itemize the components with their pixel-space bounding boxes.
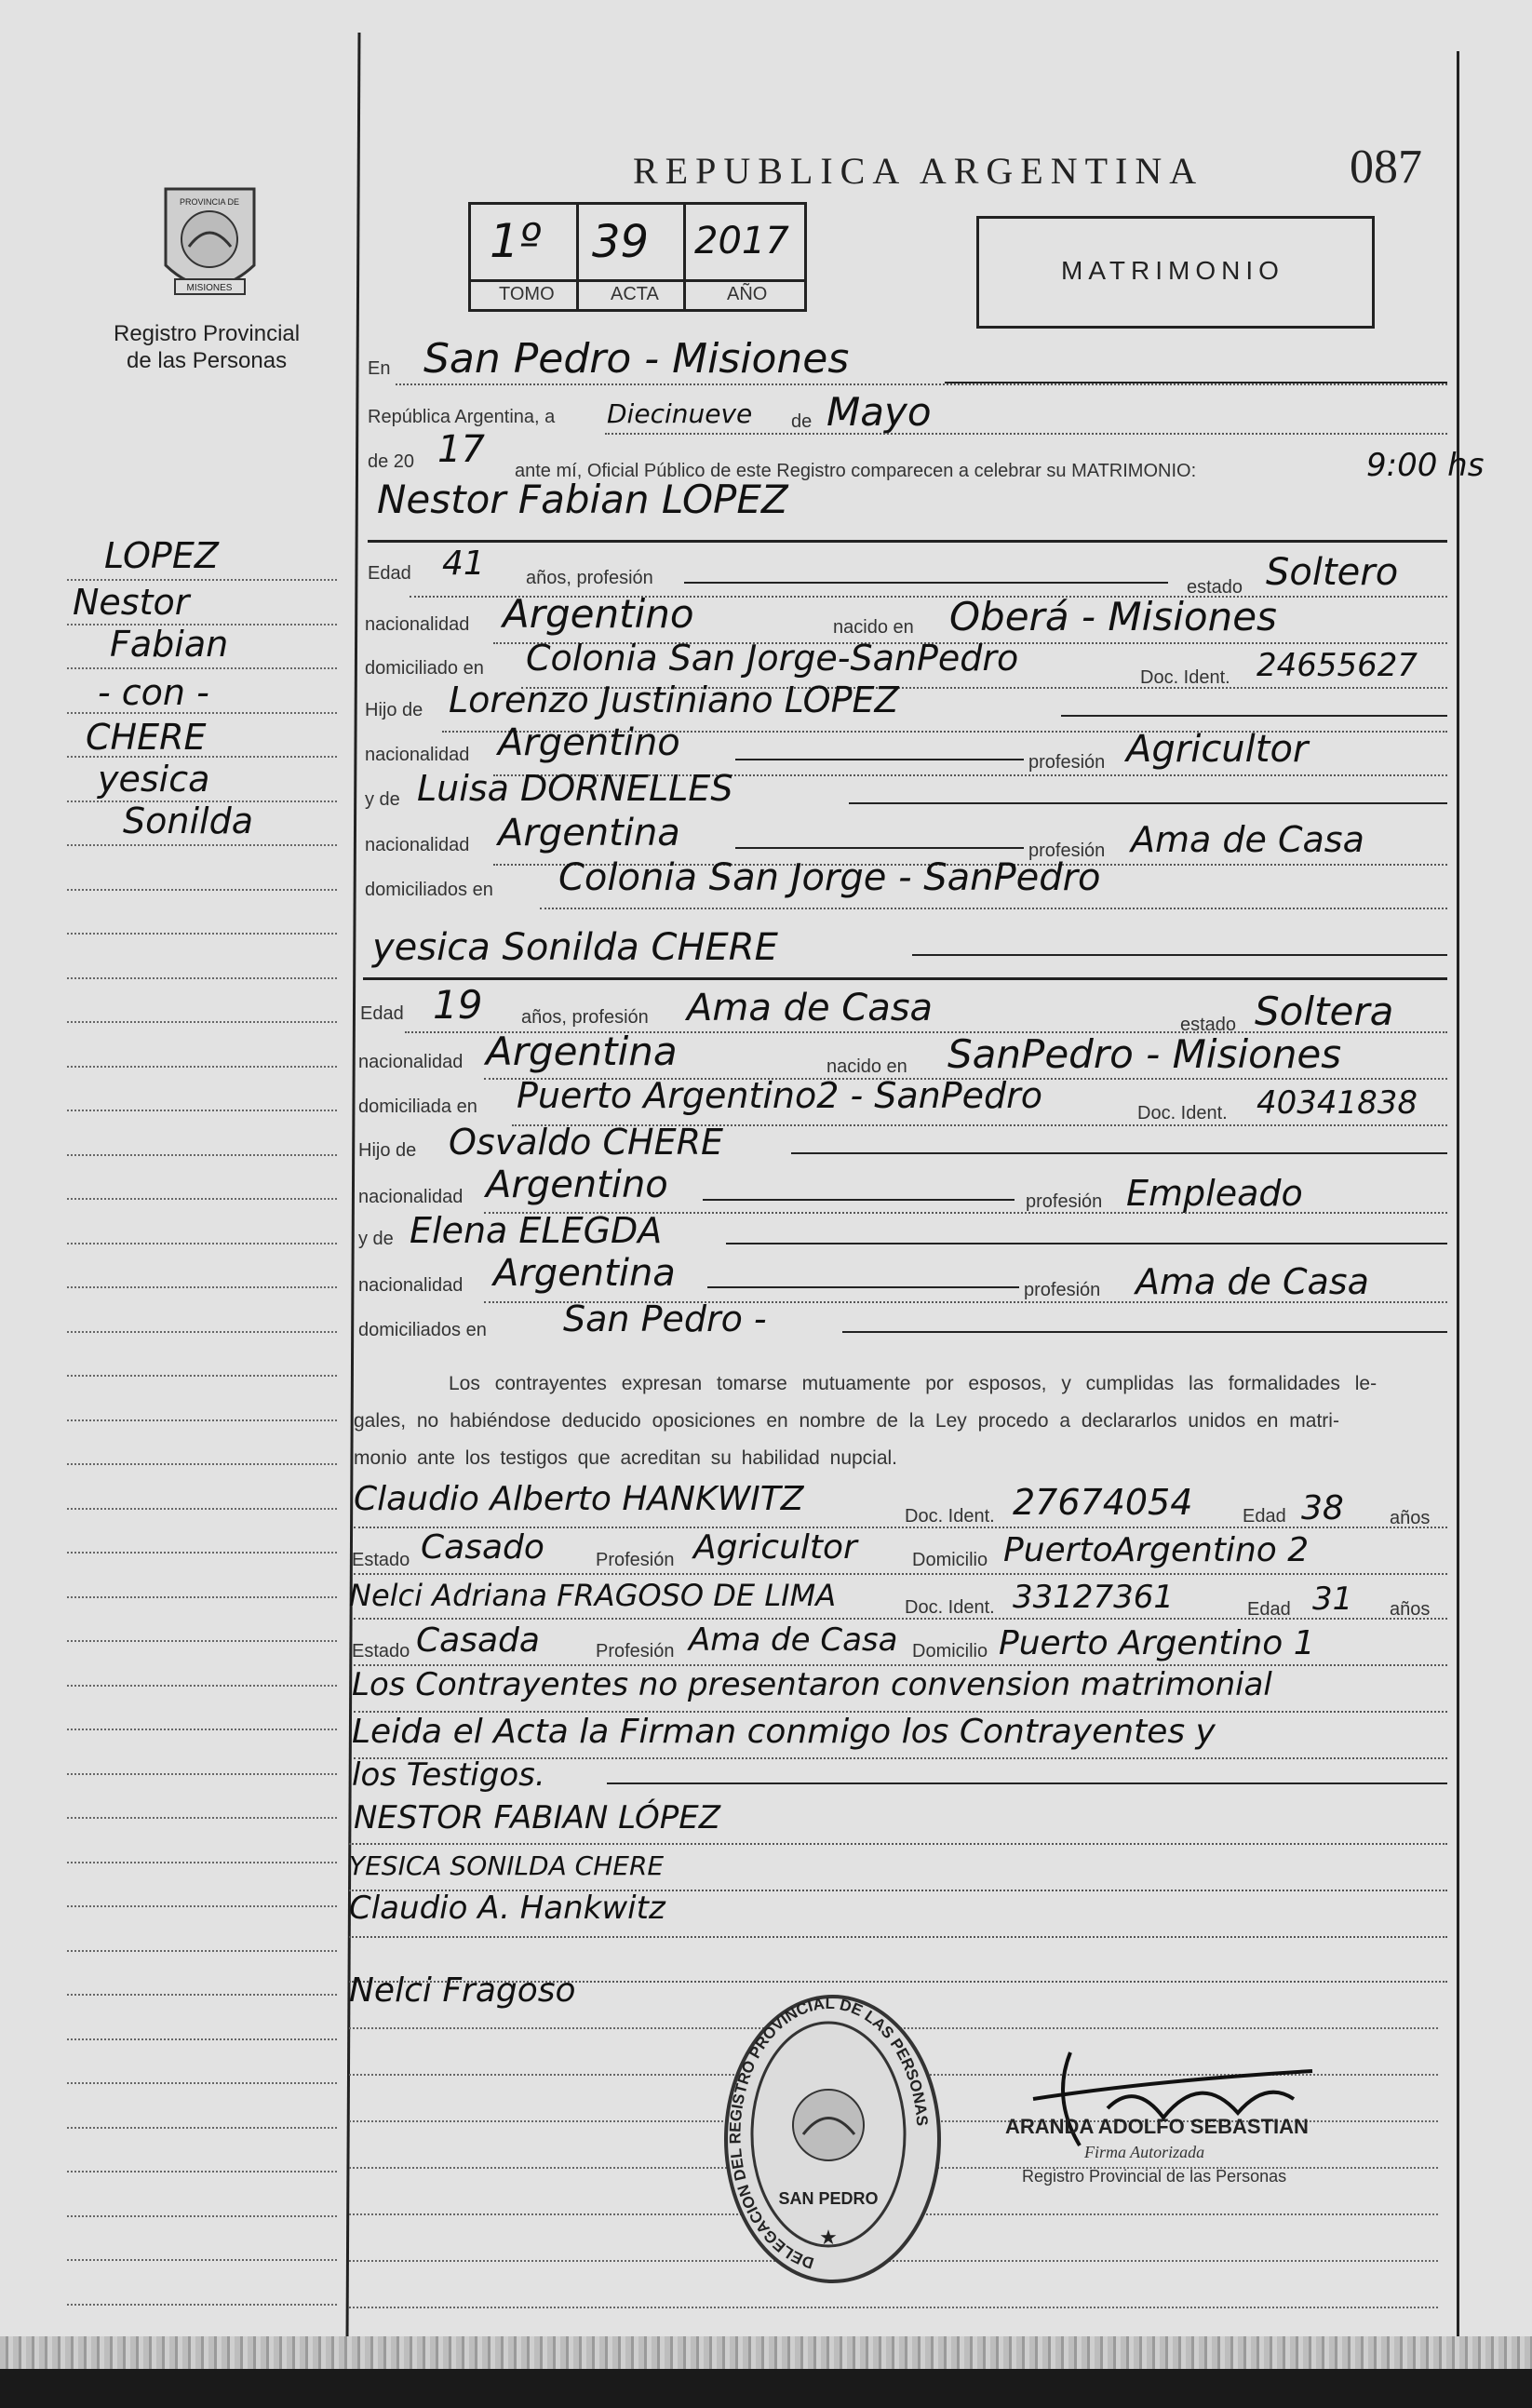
svg-text:★: ★	[819, 2226, 838, 2249]
groom-hijo-label: Hijo de	[365, 700, 423, 720]
year-prefix: de 20	[368, 451, 415, 472]
bride-doc: 40341838	[1257, 1084, 1418, 1122]
bride-father-nat-label: nacionalidad	[358, 1187, 464, 1207]
groom-domicile: Colonia San Jorge-SanPedro	[526, 638, 1019, 679]
groom-estado: Soltero	[1266, 551, 1399, 594]
witness2-domicile: Puerto Argentino 1	[999, 1624, 1315, 1662]
witness1-age: 38	[1301, 1489, 1344, 1527]
bride-age: 19	[433, 982, 483, 1028]
bride-yde-label: y de	[358, 1229, 394, 1249]
svg-text:MISIONES: MISIONES	[186, 283, 233, 293]
groom-nacionalidad-label: nacionalidad	[365, 614, 470, 635]
witness2-profession: Ama de Casa	[689, 1621, 898, 1659]
witness1-name: Claudio Alberto HANKWITZ	[354, 1480, 804, 1518]
de-label: de	[791, 411, 813, 432]
tomo-value: 1º	[490, 214, 542, 268]
scan-border	[0, 2369, 1532, 2408]
witness2-estado-label: Estado	[352, 1641, 410, 1661]
witness1-profession: Agricultor	[693, 1528, 857, 1567]
doc-type: MATRIMONIO	[1061, 256, 1284, 285]
month-value: Mayo	[826, 389, 932, 435]
bride-nacionalidad-label: nacionalidad	[358, 1052, 464, 1072]
groom-mother-prof-label: profesión	[1028, 841, 1106, 861]
witness1-estado-label: Estado	[352, 1550, 410, 1570]
witness1-edad-label: Edad	[1243, 1506, 1286, 1527]
groom-name: Nestor Fabian LOPEZ	[377, 477, 788, 522]
bride-mother-nat-label: nacionalidad	[358, 1275, 464, 1296]
signature-witness2: Nelci Fragoso	[349, 1971, 576, 2010]
right-column-rule	[1457, 51, 1459, 2336]
witness1-doc: 27674054	[1013, 1482, 1193, 1523]
witness2-age: 31	[1312, 1581, 1353, 1618]
groom-mother-profession: Ama de Casa	[1131, 819, 1364, 860]
republica-label: República Argentina, a	[368, 407, 556, 427]
bride-father-prof-label: profesión	[1026, 1191, 1103, 1212]
witness2-prof-label: Profesión	[596, 1641, 675, 1661]
groom-doc: 24655627	[1257, 647, 1418, 684]
witness1-domicile: PuertoArgentino 2	[1003, 1531, 1310, 1569]
country-heading: REPUBLICA ARGENTINA	[633, 150, 1204, 192]
bride-mother-nationality: Argentina	[493, 1252, 676, 1295]
witness1-domicilio-label: Domicilio	[912, 1550, 988, 1570]
signature-groom: NESTOR FABIAN LÓPEZ	[354, 1799, 721, 1836]
acta-label: ACTA	[611, 284, 659, 304]
witness1-prof-label: Profesión	[596, 1550, 675, 1570]
anio-value: 2017	[694, 220, 789, 262]
witness2-doc-label: Doc. Ident.	[905, 1597, 995, 1618]
groom-domiciliados-label: domiciliados en	[365, 880, 493, 900]
declaration-line-2: gales, no habiéndose deducido oposiciones en nombre de la Ley procedo a declararlos unidos en matri-	[354, 1410, 1339, 1432]
groom-anos-prof-label: años, profesión	[526, 568, 653, 588]
bride-domiciliado-label: domiciliada en	[358, 1096, 477, 1117]
witness2-anos-label: años	[1390, 1599, 1431, 1620]
groom-age: 41	[442, 545, 485, 583]
record-number-box	[468, 202, 807, 312]
doc-type-box	[976, 216, 1375, 329]
official-office: Registro Provincial de las Personas	[1022, 2167, 1287, 2186]
witness2-name: Nelci Adriana FRAGOSO DE LIMA	[349, 1578, 837, 1613]
margin-note-4: - con -	[98, 672, 209, 713]
groom-domiciliado-label: domiciliado en	[365, 658, 484, 679]
note-line-1: Los Contrayentes no presentaron convension matrimonial	[352, 1666, 1272, 1703]
groom-parents-domicile: Colonia San Jorge - SanPedro	[558, 856, 1101, 899]
witness2-estado: Casada	[416, 1621, 540, 1660]
margin-note-5: CHERE	[86, 717, 207, 758]
bride-estado: Soltera	[1255, 989, 1394, 1034]
bride-hijo-label: Hijo de	[358, 1140, 417, 1161]
en-label: En	[368, 358, 391, 379]
margin-note-6: yesica	[98, 759, 210, 800]
acta-value: 39	[592, 216, 650, 268]
bride-birthplace: SanPedro - Misiones	[947, 1031, 1342, 1077]
bride-father-profession: Empleado	[1126, 1173, 1303, 1214]
signature-bride: YESICA SONILDA CHERE	[349, 1850, 665, 1881]
bride-mother-profession: Ama de Casa	[1136, 1261, 1369, 1302]
bride-nationality: Argentina	[486, 1029, 678, 1074]
groom-nacido-label: nacido en	[833, 617, 914, 638]
groom-mother-nationality: Argentina	[498, 812, 680, 854]
provincial-seal-icon	[156, 182, 263, 307]
anio-label: AÑO	[727, 284, 768, 304]
note-line-2: Leida el Acta la Firman conmigo los Contrayentes y	[352, 1713, 1216, 1751]
tomo-label: TOMO	[499, 284, 555, 304]
day-value: Diecinueve	[607, 398, 753, 429]
groom-father-nationality: Argentino	[498, 721, 680, 764]
margin-note-2: Nestor	[73, 582, 190, 623]
groom-estado-label: estado	[1187, 577, 1243, 598]
margin-note-7: Sonilda	[123, 800, 253, 841]
bride-doc-label: Doc. Ident.	[1137, 1103, 1228, 1123]
bride-mother-prof-label: profesión	[1024, 1280, 1101, 1300]
note-line-3: los Testigos.	[352, 1756, 545, 1794]
official-role: Firma Autorizada	[1084, 2143, 1205, 2161]
groom-nationality: Argentino	[503, 591, 694, 637]
place-value: San Pedro - Misiones	[423, 335, 850, 383]
witness1-anos-label: años	[1390, 1508, 1431, 1528]
groom-father-profession: Agricultor	[1126, 728, 1309, 771]
year-suffix: 17	[437, 428, 485, 471]
registry-name-2: de las Personas	[127, 348, 288, 373]
bride-estado-label: estado	[1180, 1015, 1237, 1035]
witness2-edad-label: Edad	[1247, 1599, 1291, 1620]
groom-father-nat-label: nacionalidad	[365, 745, 470, 765]
official-stamp	[724, 1995, 941, 2283]
bride-domiciliados-label: domiciliados en	[358, 1320, 487, 1340]
witness1-estado: Casado	[421, 1528, 544, 1567]
bride-edad-label: Edad	[360, 1003, 404, 1024]
bride-mother: Elena ELEGDA	[410, 1210, 663, 1251]
folio-number: 087	[1350, 141, 1422, 194]
svg-text:SAN PEDRO: SAN PEDRO	[778, 2189, 879, 2208]
svg-text:DELEGACION DEL REGISTRO PROVIN: DELEGACION DEL REGISTRO PROVINCIAL DE LAS PERSONAS	[726, 1995, 932, 2272]
bride-anos-prof-label: años, profesión	[521, 1007, 649, 1028]
bride-nacido-label: nacido en	[826, 1056, 907, 1077]
groom-doc-label: Doc. Ident.	[1140, 667, 1230, 688]
witness2-domicilio-label: Domicilio	[912, 1641, 988, 1661]
official-name: ARANDA ADOLFO SEBASTIAN	[1005, 2115, 1309, 2138]
groom-mother-nat-label: nacionalidad	[365, 835, 470, 855]
intro-text: ante mí, Oficial Público de este Registro comparecen a celebrar su MATRIMONIO:	[515, 461, 1197, 481]
svg-text:PROVINCIA DE: PROVINCIA DE	[179, 197, 240, 207]
signature-witness1: Claudio A. Hankwitz	[349, 1890, 665, 1927]
declaration-line-3: monio ante los testigos que acreditan su habilidad nupcial.	[354, 1447, 898, 1469]
time-value: 9:00 hs	[1366, 447, 1485, 484]
groom-father: Lorenzo Justiniano LOPEZ	[449, 679, 899, 720]
bride-father-nationality: Argentino	[486, 1164, 668, 1206]
bride-profession: Ama de Casa	[687, 987, 934, 1029]
declaration-line-1: Los contrayentes expresan tomarse mutuamente por esposos, y cumplidas las formalidades le-	[449, 1373, 1377, 1394]
bride-father: Osvaldo CHERE	[449, 1122, 724, 1163]
groom-father-prof-label: profesión	[1028, 752, 1106, 773]
bride-name: yesica Sonilda CHERE	[372, 926, 778, 969]
bride-parents-domicile: San Pedro -	[563, 1298, 767, 1339]
margin-note-3: Fabian	[110, 624, 229, 665]
witness2-doc: 33127361	[1013, 1579, 1175, 1616]
bride-domicile: Puerto Argentino2 - SanPedro	[517, 1075, 1043, 1116]
margin-note-1: LOPEZ	[104, 535, 219, 576]
witness1-doc-label: Doc. Ident.	[905, 1506, 995, 1527]
groom-edad-label: Edad	[368, 563, 411, 584]
registry-name-1: Registro Provincial	[114, 321, 301, 346]
groom-birthplace: Oberá - Misiones	[949, 594, 1277, 639]
groom-mother: Luisa DORNELLES	[417, 768, 733, 809]
groom-yde-label: y de	[365, 789, 400, 810]
